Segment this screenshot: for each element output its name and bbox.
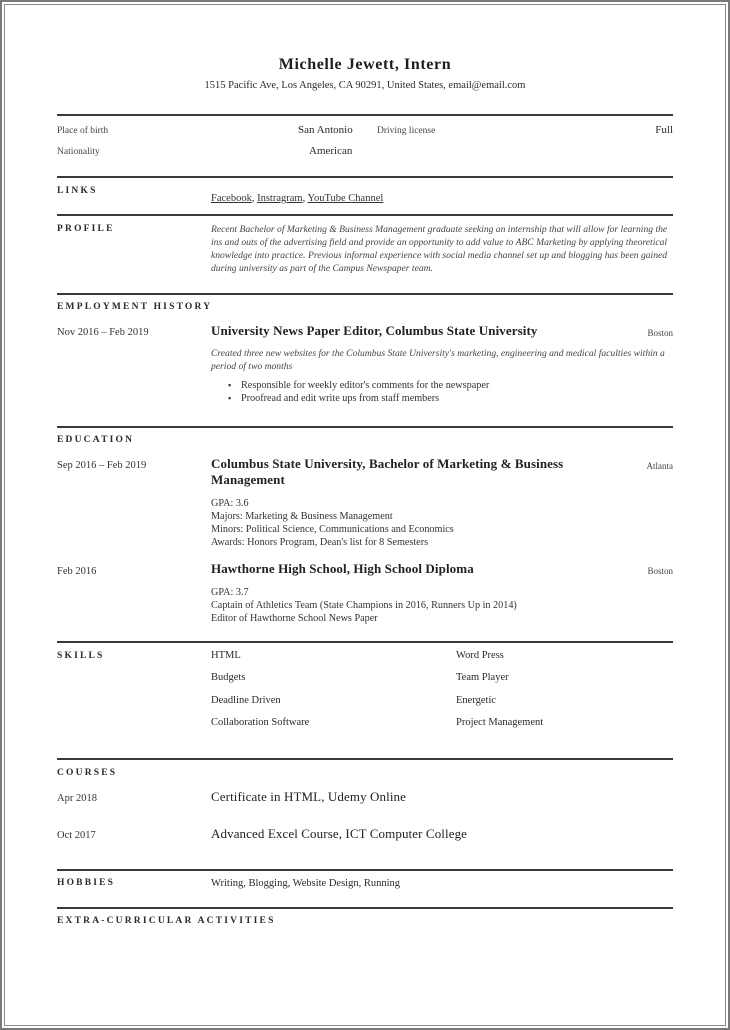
employment-section-title: EMPLOYMENT HISTORY	[57, 302, 213, 312]
skill-item: Budgets	[211, 672, 246, 683]
section-divider	[57, 907, 673, 909]
skill-item: Collaboration Software	[211, 717, 310, 728]
education-majors: Majors: Marketing & Business Management	[211, 511, 393, 522]
employment-bullets	[211, 379, 673, 405]
course-date: Oct 2017	[57, 830, 96, 841]
education-awards: Awards: Honors Program, Dean's list for 8 Semesters	[211, 537, 429, 548]
course-date: Apr 2018	[57, 793, 97, 804]
place-of-birth-value: San Antonio	[298, 124, 353, 136]
education-date: Sep 2016 – Feb 2019	[57, 460, 147, 471]
education-minors: Minors: Political Science, Communications and Economics	[211, 524, 454, 535]
links-list: Facebook, Instragram, YouTube Channel	[211, 193, 384, 204]
section-divider	[57, 293, 673, 295]
section-divider	[57, 758, 673, 760]
course-title: Advanced Excel Course, ICT Computer College	[211, 826, 468, 841]
resume-header	[57, 56, 673, 91]
section-divider	[57, 176, 673, 178]
section-divider	[57, 214, 673, 216]
education-activity: Captain of Athletics Team (State Champions in 2016, Runners Up in 2014)	[211, 600, 517, 611]
nationality-value: American	[309, 145, 353, 157]
section-divider	[57, 641, 673, 643]
driving-license-value: Full	[655, 124, 673, 136]
skills-section-title: SKILLS	[57, 651, 105, 661]
education-details	[211, 586, 517, 625]
skill-item: HTML	[211, 650, 241, 661]
profile-summary: Recent Bachelor of Marketing & Business Management graduate seeking an internship that will allow for learning the ins and outs of the advertising field and provide an opportunity to add value to ABC Marketing by applying theoretical knowledge into practice. Previous informal experience with social media channel set up and blogging has been gained during university as part of the Campus Newspaper team.	[211, 224, 668, 274]
employment-description: Created three new websites for the Columbus State University's marketing, engineering and medical faculties within a period of two months	[211, 348, 665, 372]
youtube-channel-link[interactable]: YouTube Channel	[307, 193, 384, 204]
education-title: Hawthorne High School, High School Diploma	[211, 561, 474, 576]
nationality-label: Nationality	[57, 147, 100, 157]
education-city: Atlanta	[646, 461, 673, 471]
education-title: Columbus State University, Bachelor of Marketing & Business	[211, 456, 564, 471]
employment-city: Boston	[647, 328, 673, 338]
courses-section-title: COURSES	[57, 768, 118, 778]
employment-bullet: ▪ Proofread and edit write ups from staff members	[241, 392, 673, 405]
education-gpa: GPA: 3.6	[211, 498, 249, 509]
employment-bullet: ▪ Responsible for weekly editor's comments for the newspaper	[241, 379, 673, 392]
skill-item: Deadline Driven	[211, 695, 281, 706]
hobbies-list: Writing, Blogging, Website Design, Running	[211, 878, 400, 889]
education-title-cont: Management	[211, 472, 285, 487]
section-divider	[57, 114, 673, 116]
skill-item: Word Press	[456, 650, 504, 661]
section-divider	[57, 869, 673, 871]
profile-section-title: PROFILE	[57, 224, 115, 234]
skill-item: Team Player	[456, 672, 509, 683]
driving-license-label: Driving license	[377, 126, 436, 136]
links-section-title: LINKS	[57, 186, 98, 196]
section-divider	[57, 426, 673, 428]
employment-title: University News Paper Editor, Columbus State University	[211, 323, 538, 338]
education-city: Boston	[647, 566, 673, 576]
education-date: Feb 2016	[57, 566, 97, 577]
facebook-link[interactable]: Facebook	[211, 193, 252, 204]
employment-date: Nov 2016 – Feb 2019	[57, 327, 149, 338]
contact-address: 1515 Pacific Ave, Los Angeles, CA 90291, United States, email@email.com	[204, 80, 526, 91]
skill-item: Energetic	[456, 695, 497, 706]
education-details	[211, 497, 454, 549]
education-gpa: GPA: 3.7	[211, 587, 249, 598]
instagram-link[interactable]: Instragram	[257, 193, 303, 204]
course-title: Certificate in HTML, Udemy Online	[211, 789, 406, 804]
place-of-birth-label: Place of birth	[57, 126, 109, 136]
extracurricular-section-title: EXTRA-CURRICULAR ACTIVITIES	[57, 916, 276, 926]
skill-item: Project Management	[456, 717, 544, 728]
education-section-title: EDUCATION	[57, 435, 135, 445]
candidate-name: Michelle Jewett, Intern	[278, 56, 452, 73]
hobbies-section-title: HOBBIES	[57, 878, 116, 888]
education-activity: Editor of Hawthorne School News Paper	[211, 613, 378, 624]
